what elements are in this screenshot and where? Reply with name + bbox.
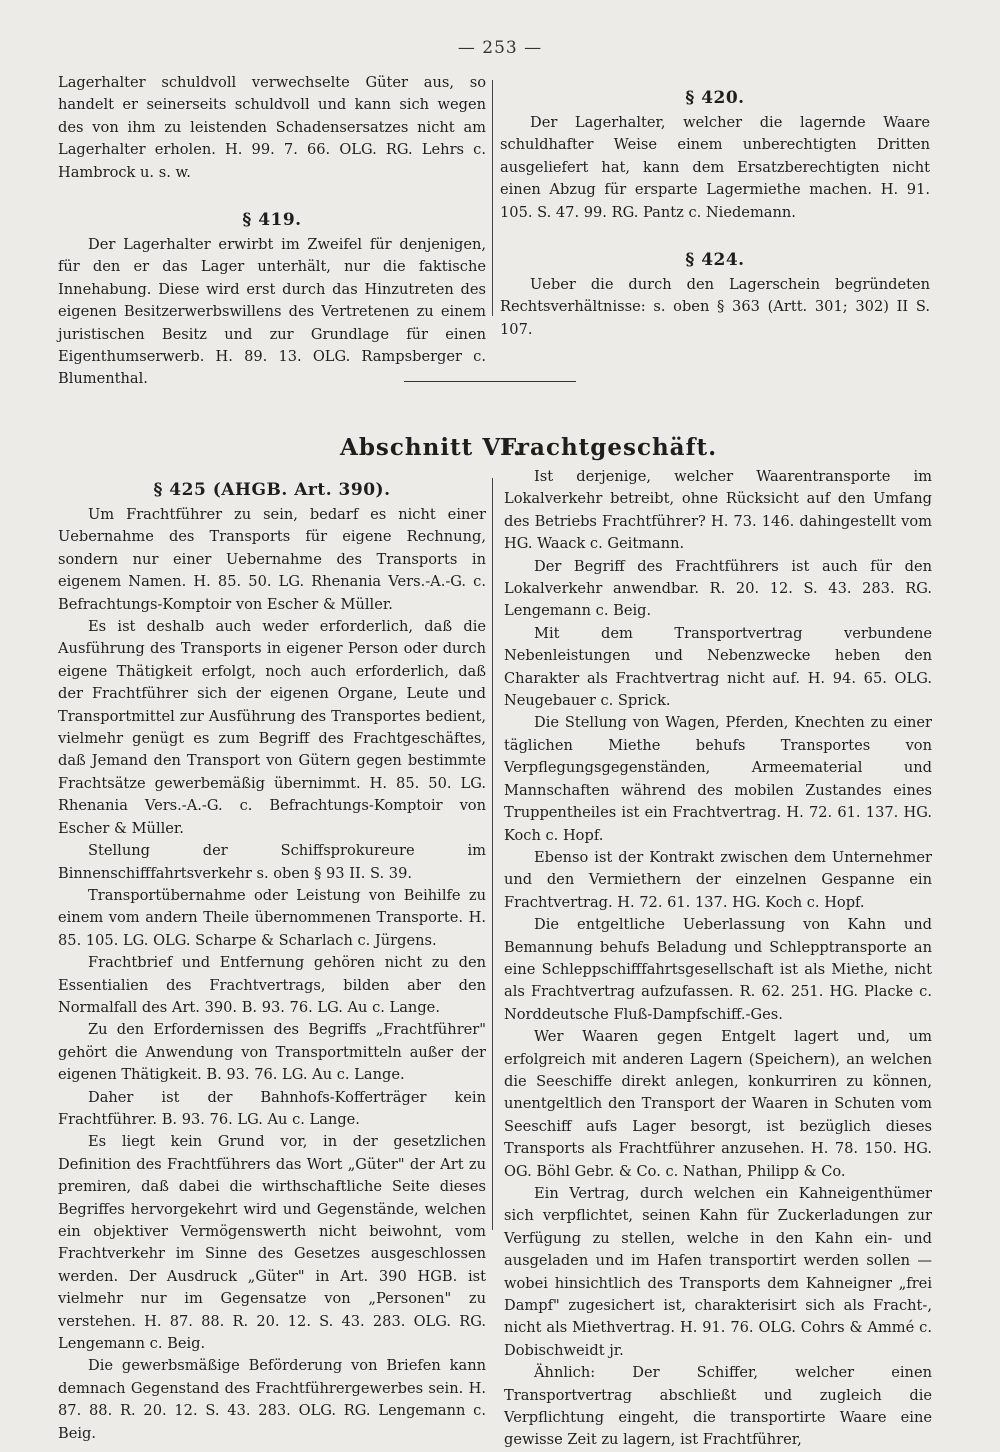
paragraph-419: Der Lagerhalter erwirbt im Zweifel für denjenigen, für den er das Lager unterhält, nur die faktische Innehabung. Diese wird erst durch das Hinzutreten des eigenen Besitzerwerbswillens des Vertretenen zu einem juristischen Besitz und zur Grundlage für einen Eigenthumserwerb. H. 89. 13. OLG. Rampsberger c. Blumenthal. [58, 236, 486, 388]
paragraph: Mit dem Transportvertrag verbundene Nebenleistungen und Nebenzwecke heben den Charakter als Frachtvertrag nicht auf. H. 94. 65. OLG. Neugebauer c. Sprick. [504, 624, 932, 710]
chapter-heading-right: Frachtgeschäft. [500, 434, 718, 461]
paragraph: Ebenso ist der Kontrakt zwischen dem Unternehmer und den Vermiethern der einzelnen Gespanne ein Frachtvertrag. H. 72. 61. 137. HG. Koch c. Hopf. [504, 848, 932, 911]
column-divider-bottom [492, 478, 493, 1230]
paragraph: Frachtbrief und Entfernung gehören nicht zu den Essentialien des Frachtvertrags, bilden aber den Normalfall des Art. 390. B. 93. 76. LG. Au c. Lange. [58, 954, 486, 1016]
top-left-column [58, 72, 486, 391]
paragraph: Die entgeltliche Ueberlassung von Kahn und Bemannung behufs Beladung und Schlepptransporte an eine Schleppschifffahrtsgesellschaft ist als Miethe, nicht als Frachtvertrag aufzufassen. R. 62. 251. HG. Placke c. Norddeutsche Fluß-Dampfschiff.-Ges. [504, 916, 932, 1023]
paragraph: Ähnlich: Der Schiffer, welcher einen Transportvertrag abschließt und zugleich die Verpflichtung eingeht, die transportirte Waare eine gewisse Zeit zu lagern, ist Frachtführer, [504, 1364, 932, 1449]
paragraph: Ist derjenige, welcher Waarentransporte im Lokalverkehr betreibt, ohne Rücksicht auf den Umfang des Betriebs Frachtführer? H. 73. 146. dahingestellt vom HG. Waack c. Geitmann. [504, 468, 932, 553]
section-heading-425: § 425 (AHGB. Art. 390). [153, 480, 391, 500]
paragraph: Der Begriff des Frachtführers ist auch für den Lokalverkehr anwendbar. R. 20. 12. S. 43. 283. RG. Lengemann c. Beig. [504, 557, 932, 620]
paragraph: Daher ist der Bahnhofs-Kofferträger kein Frachtführer. B. 93. 76. LG. Au c. Lange. [58, 1088, 486, 1128]
page-number: — 253 — [457, 38, 543, 58]
section-heading-420: § 420. [685, 88, 745, 108]
paragraph: Zu den Erfordernissen des Begriffs „Frachtführer" gehört die Anwendung von Transportmitteln außer der eigenen Thätigkeit. B. 93. 76. LG. Au c. Lange. [58, 1021, 486, 1084]
paragraph: Stellung der Schiffsprokureure im Binnenschifffahrtsverkehr s. oben § 93 II. S. 39. [58, 842, 486, 882]
paragraph: Die gewerbsmäßige Beförderung von Briefen kann demnach Gegenstand des Frachtführergewerbes sein. H. 87. 88. R. 20. 12. S. 43. 283. OLG. RG. Lengemann c. Beig. [58, 1357, 486, 1442]
paragraph: Die Stellung von Wagen, Pferden, Knechten zu einer täglichen Miethe behufs Transportes von Verpflegungsgegenständen, Armeematerial und Mannschaften während des mobilen Zustandes eines Truppentheiles ist ein Frachtvertrag. H. 72. 61. 137. HG. Koch c. Hopf. [504, 714, 932, 844]
paragraph: Wer Waaren gegen Entgelt lagert und, um erfolgreich mit anderen Lagern (Speichern), an welchen die Seeschiffe direkt anlegen, konkurriren zu können, unentgeltlich den Transport der Waaren in Schuten vom Seeschiff aufs Lager besorgt, ist bezüglich dieses Transports als Frachtführer anzusehen. H. 78. 150. HG. OG. Böhl Gebr. & Co. c. Nathan, Philipp & Co. [504, 1028, 932, 1180]
paragraph: Transportübernahme oder Leistung von Beihilfe zu einem vom andern Theile übernommenen Transporte. H. 85. 105. LG. OLG. Scharpe & Scharlach c. Jürgens. [58, 886, 486, 949]
paragraph-continuation: Lagerhalter schuldvoll verwechselte Güter aus, so handelt er seinerseits schuldvoll und kann sich wegen des von ihm zu leistenden Schadensersatzes nicht am Lagerhalter erholen. H. 99. 7. 66. OLG. RG. Lehrs c. Hambrock u. s. w. [58, 74, 486, 181]
horizontal-divider [404, 381, 576, 382]
chapter-heading-left: Abschnitt VI. [340, 434, 522, 461]
section-heading-419: § 419. [242, 210, 302, 231]
bottom-left-column [58, 480, 486, 1445]
top-right-column [500, 88, 930, 341]
paragraph: Es liegt kein Grund vor, in der gesetzlichen Definition des Frachtführers das Wort „Güter" der Art zu premiren, daß dabei die wirthschaftliche Seite dieses Begriffes hervorgekehrt wird und Gegenstände, welchen ein objektiver Vermögenswerth nicht beiwohnt, vom Frachtverkehr im Sinne des Gesetzes ausgeschlossen werden. Der Ausdruck „Güter" in Art. 390 HGB. ist vielmehr nur im Gegensatze von „Personen" zu verstehen. H. 87. 88. R. 20. 12. S. 43. 283. OLG. RG. Lengemann c. Beig. [58, 1133, 486, 1353]
section-heading-424: § 424. [685, 250, 745, 271]
paragraph-424: Ueber die durch den Lagerschein begründeten Rechtsverhältnisse: s. oben § 363 (Artt. 301; 302) II S. 107. [500, 276, 930, 338]
paragraph: Es ist deshalb auch weder erforderlich, daß die Ausführung des Transports in eigener Person oder durch eigene Thätigkeit erfolgt, noch auch erforderlich, daß der Frachtführer sich der eigenen Organe, Leute und Transportmittel zur Ausführung des Transportes bedient, vielmehr genügt es zum Begriff des Frachtgeschäftes, daß Jemand den Transport von Gütern gegen bestimmte Frachtsätze gewerbemäßig übernimmt. H. 85. 50. LG. Rhenania Vers.-A.-G. c. Befrachtungs-Komptoir von Escher & Müller. [58, 618, 486, 837]
paragraph-420: Der Lagerhalter, welcher die lagernde Waare schuldhafter Weise einem unberechtigten Dritten ausgeliefert hat, kann dem Ersatzberechtigten nicht einen Abzug für ersparte Lagermiethe machen. H. 91. 105. S. 47. 99. RG. Pantz c. Niedemann. [500, 114, 930, 221]
paragraph: Um Frachtführer zu sein, bedarf es nicht einer Uebernahme des Transports für eigene Rechnung, sondern nur einer Uebernahme des Transports in eigenem Namen. H. 85. 50. LG. Rhenania Vers.-A.-G. c. Befrachtungs-Komptoir von Escher & Müller. [58, 506, 486, 613]
paragraph: Ein Vertrag, durch welchen ein Kahneigenthümer sich verpflichtet, seinen Kahn für Zuckerladungen zur Verfügung zu stellen, welche in den Kahn ein- und ausgeladen und im Hafen transportirt werden sollen — wobei hinsichtlich des Transports dem Kahneigner „frei Dampf" zugesichert ist, charakterisirt sich als Fracht-, nicht als Miethvertrag. H. 91. 76. OLG. Cohrs & Ammé c. Dobischweidt jr. [504, 1185, 932, 1359]
column-divider-top [492, 80, 493, 316]
